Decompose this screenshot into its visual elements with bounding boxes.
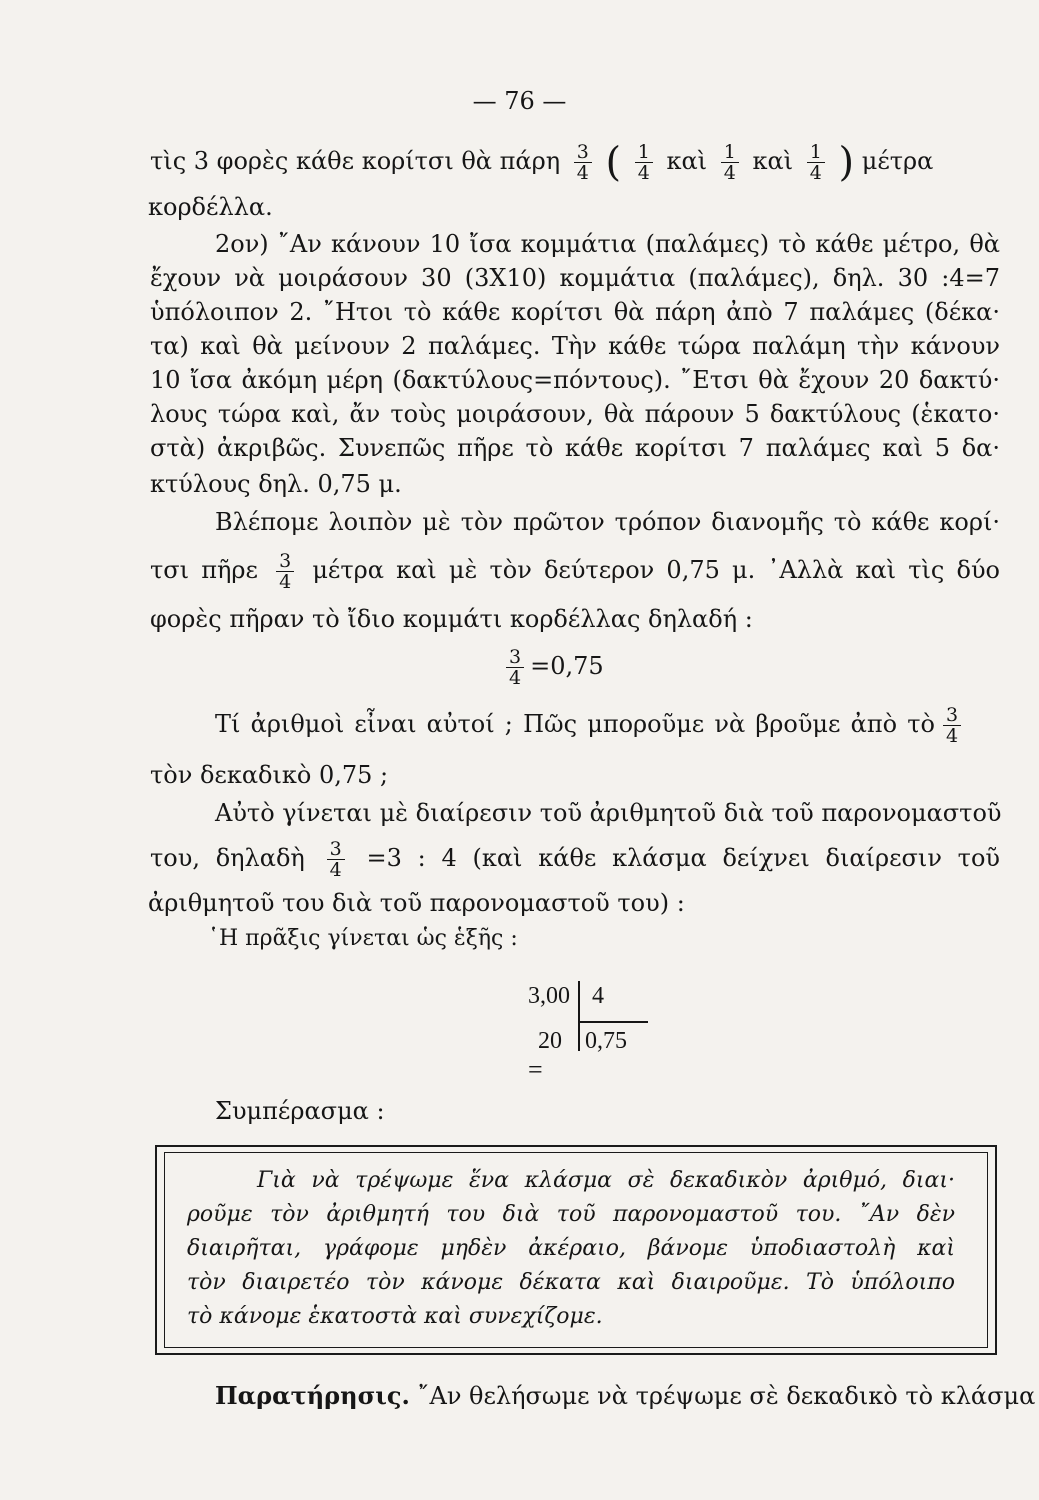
rule-line: διαιρῆται, γράφομε μηδὲν ἀκέραιο, βάνομε ὑποδιαστολὴ καὶ — [187, 1236, 955, 1261]
para4-line1: Αὐτὸ γίνεται μὲ διαίρεσιν τοῦ ἀριθμητοῦ διὰ τοῦ παρονομαστοῦ — [215, 799, 1002, 827]
remark-label: Παρατήρησις. — [215, 1381, 410, 1410]
para2-line: στὰ) ἀκριβῶς. Συνεπῶς πῆρε τὸ κάθε κορίτσι 7 παλάμες καὶ 5 δα· — [150, 434, 1000, 462]
right-paren: ) — [838, 139, 855, 186]
remark-text: ῎Αν θελήσωμε νὰ τρέψωμε σὲ δεκαδικὸ τὸ κλάσμα — [417, 1382, 1036, 1410]
para4-line4: ῾Η πρᾶξις γίνεται ὡς ἑξῆς : — [208, 926, 518, 951]
para2-line: ὑπόλοιπον 2. ῎Ητοι τὸ κάθε κορίτσι θὰ πάρη ἀπὸ 7 παλάμες (δέκα· — [150, 298, 1000, 326]
conclusion-label: Συμπέρασμα : — [215, 1097, 385, 1125]
rule-line: τὸν διαιρετέο τὸν κάνομε δέκατα καὶ διαιροῦμε. Τὸ ὑπόλοιπο — [187, 1270, 955, 1295]
end-mark: = — [528, 1055, 543, 1084]
para2-line: 10 ἴσα ἀκόμη μέρη (δακτύλους=πόντους). ῎Ετσι θὰ ἔχουν 20 δακτύ· — [150, 366, 1000, 394]
rule-line: Γιὰ νὰ τρέψωμε ἕνα κλάσμα σὲ δεκαδικὸν ἀριθμό, διαι· — [257, 1168, 955, 1193]
para4-line2: του, δηλαδὴ $\frac{3}{4}$ =3 : 4 (καὶ κάθε κλάσμα δείχνει διαίρεσιν τοῦ — [150, 838, 1000, 881]
rule-line: ροῦμε τὸν ἀριθμητή του διὰ τοῦ παρονομαστοῦ του. ῎Αν δὲν — [187, 1202, 955, 1227]
page-number: — 76 — — [472, 87, 567, 115]
para2-line: τα) καὶ θὰ μείνουν 2 παλάμες. Τὴν κάθε τώρα παλάμη τὴν κάνουν — [150, 332, 1000, 360]
para2-line: λους τώρα καὶ, ἄν τοὺς μοιράσουν, θὰ πάρουν 5 δακτύλους (ἑκατο· — [150, 400, 1000, 428]
para3-line1: Βλέπομε λοιπὸν μὲ τὸν πρῶτον τρόπον διανομῆς τὸ κάθε κορί· — [215, 508, 1000, 536]
dividend: 3,00 — [528, 983, 570, 1009]
quotient: 0,75 — [585, 1028, 627, 1054]
para4-line3: ἀριθμητοῦ του διὰ τοῦ παρονομαστοῦ του) : — [148, 889, 685, 917]
equation-three-quarters: $\frac{3}{4}$ =0,75 — [500, 638, 700, 694]
fraction-three-quarters: $\frac{3}{4}$ — [327, 839, 345, 880]
fraction-quarter-b: $\frac{1}{4}$ — [721, 142, 739, 183]
line2: κορδέλλα. — [148, 193, 273, 221]
question-line2: τὸν δεκαδικὸ 0,75 ; — [150, 761, 389, 789]
question-line1: Τί ἀριθμοὶ εἶναι αὐτοί ; Πῶς μποροῦμε νὰ βροῦμε ἀπὸ τὸ $\frac{3}{4}$ — [215, 696, 1000, 752]
fraction-quarter-a: $\frac{1}{4}$ — [635, 142, 653, 183]
left-paren: ( — [605, 139, 622, 186]
fraction-three-quarters: $\frac{3}{4}$ — [943, 705, 961, 746]
para2-line: ἔχουν νὰ μοιράσουν 30 (3Χ10) κομμάτια (παλάμες), δηλ. 30 :4=7 — [150, 264, 1000, 292]
para3-line3: φορὲς πῆραν τὸ ἴδιο κομμάτι κορδέλλας δηλαδή : — [150, 605, 753, 633]
division-vertical-bar — [578, 981, 580, 1051]
fraction-quarter-c: $\frac{1}{4}$ — [807, 142, 825, 183]
remainder: 20 — [538, 1028, 562, 1054]
para2-line: 2ον) ῎Αν κάνουν 10 ἴσα κομμάτια (παλάμες) τὸ κάθε μέτρο, θὰ — [215, 230, 1000, 258]
division-horizontal-bar — [578, 1021, 648, 1023]
fraction-three-quarters: $\frac{3}{4}$ — [574, 142, 592, 183]
remark-line — [215, 1381, 1036, 1411]
rule-box — [155, 1145, 997, 1355]
para3-line2: τσι πῆρε $\frac{3}{4}$ μέτρα καὶ μὲ τὸν δεύτερον 0,75 μ. ᾿Αλλὰ καὶ τὶς δύο — [150, 550, 1000, 593]
line-fractions: τὶς 3 φορὲς κάθε κορίτσι θὰ πάρη $\frac{3}{4}$ ( $\frac{1}{4}$ καὶ $\frac{1}{4}$ καὶ $\frac{1}{4}$ ) μέτρα — [150, 139, 934, 186]
para2-last-line: κτύλους δηλ. 0,75 μ. — [150, 470, 402, 498]
rule-line: τὸ κάνομε ἑκατοστὰ καὶ συνεχίζομε. — [187, 1304, 603, 1329]
fraction-three-quarters: $\frac{3}{4}$ — [276, 551, 294, 592]
line1-text: τὶς 3 φορὲς κάθε κορίτσι θὰ πάρη — [150, 147, 561, 175]
long-division — [500, 975, 660, 1084]
divisor: 4 — [592, 983, 604, 1009]
